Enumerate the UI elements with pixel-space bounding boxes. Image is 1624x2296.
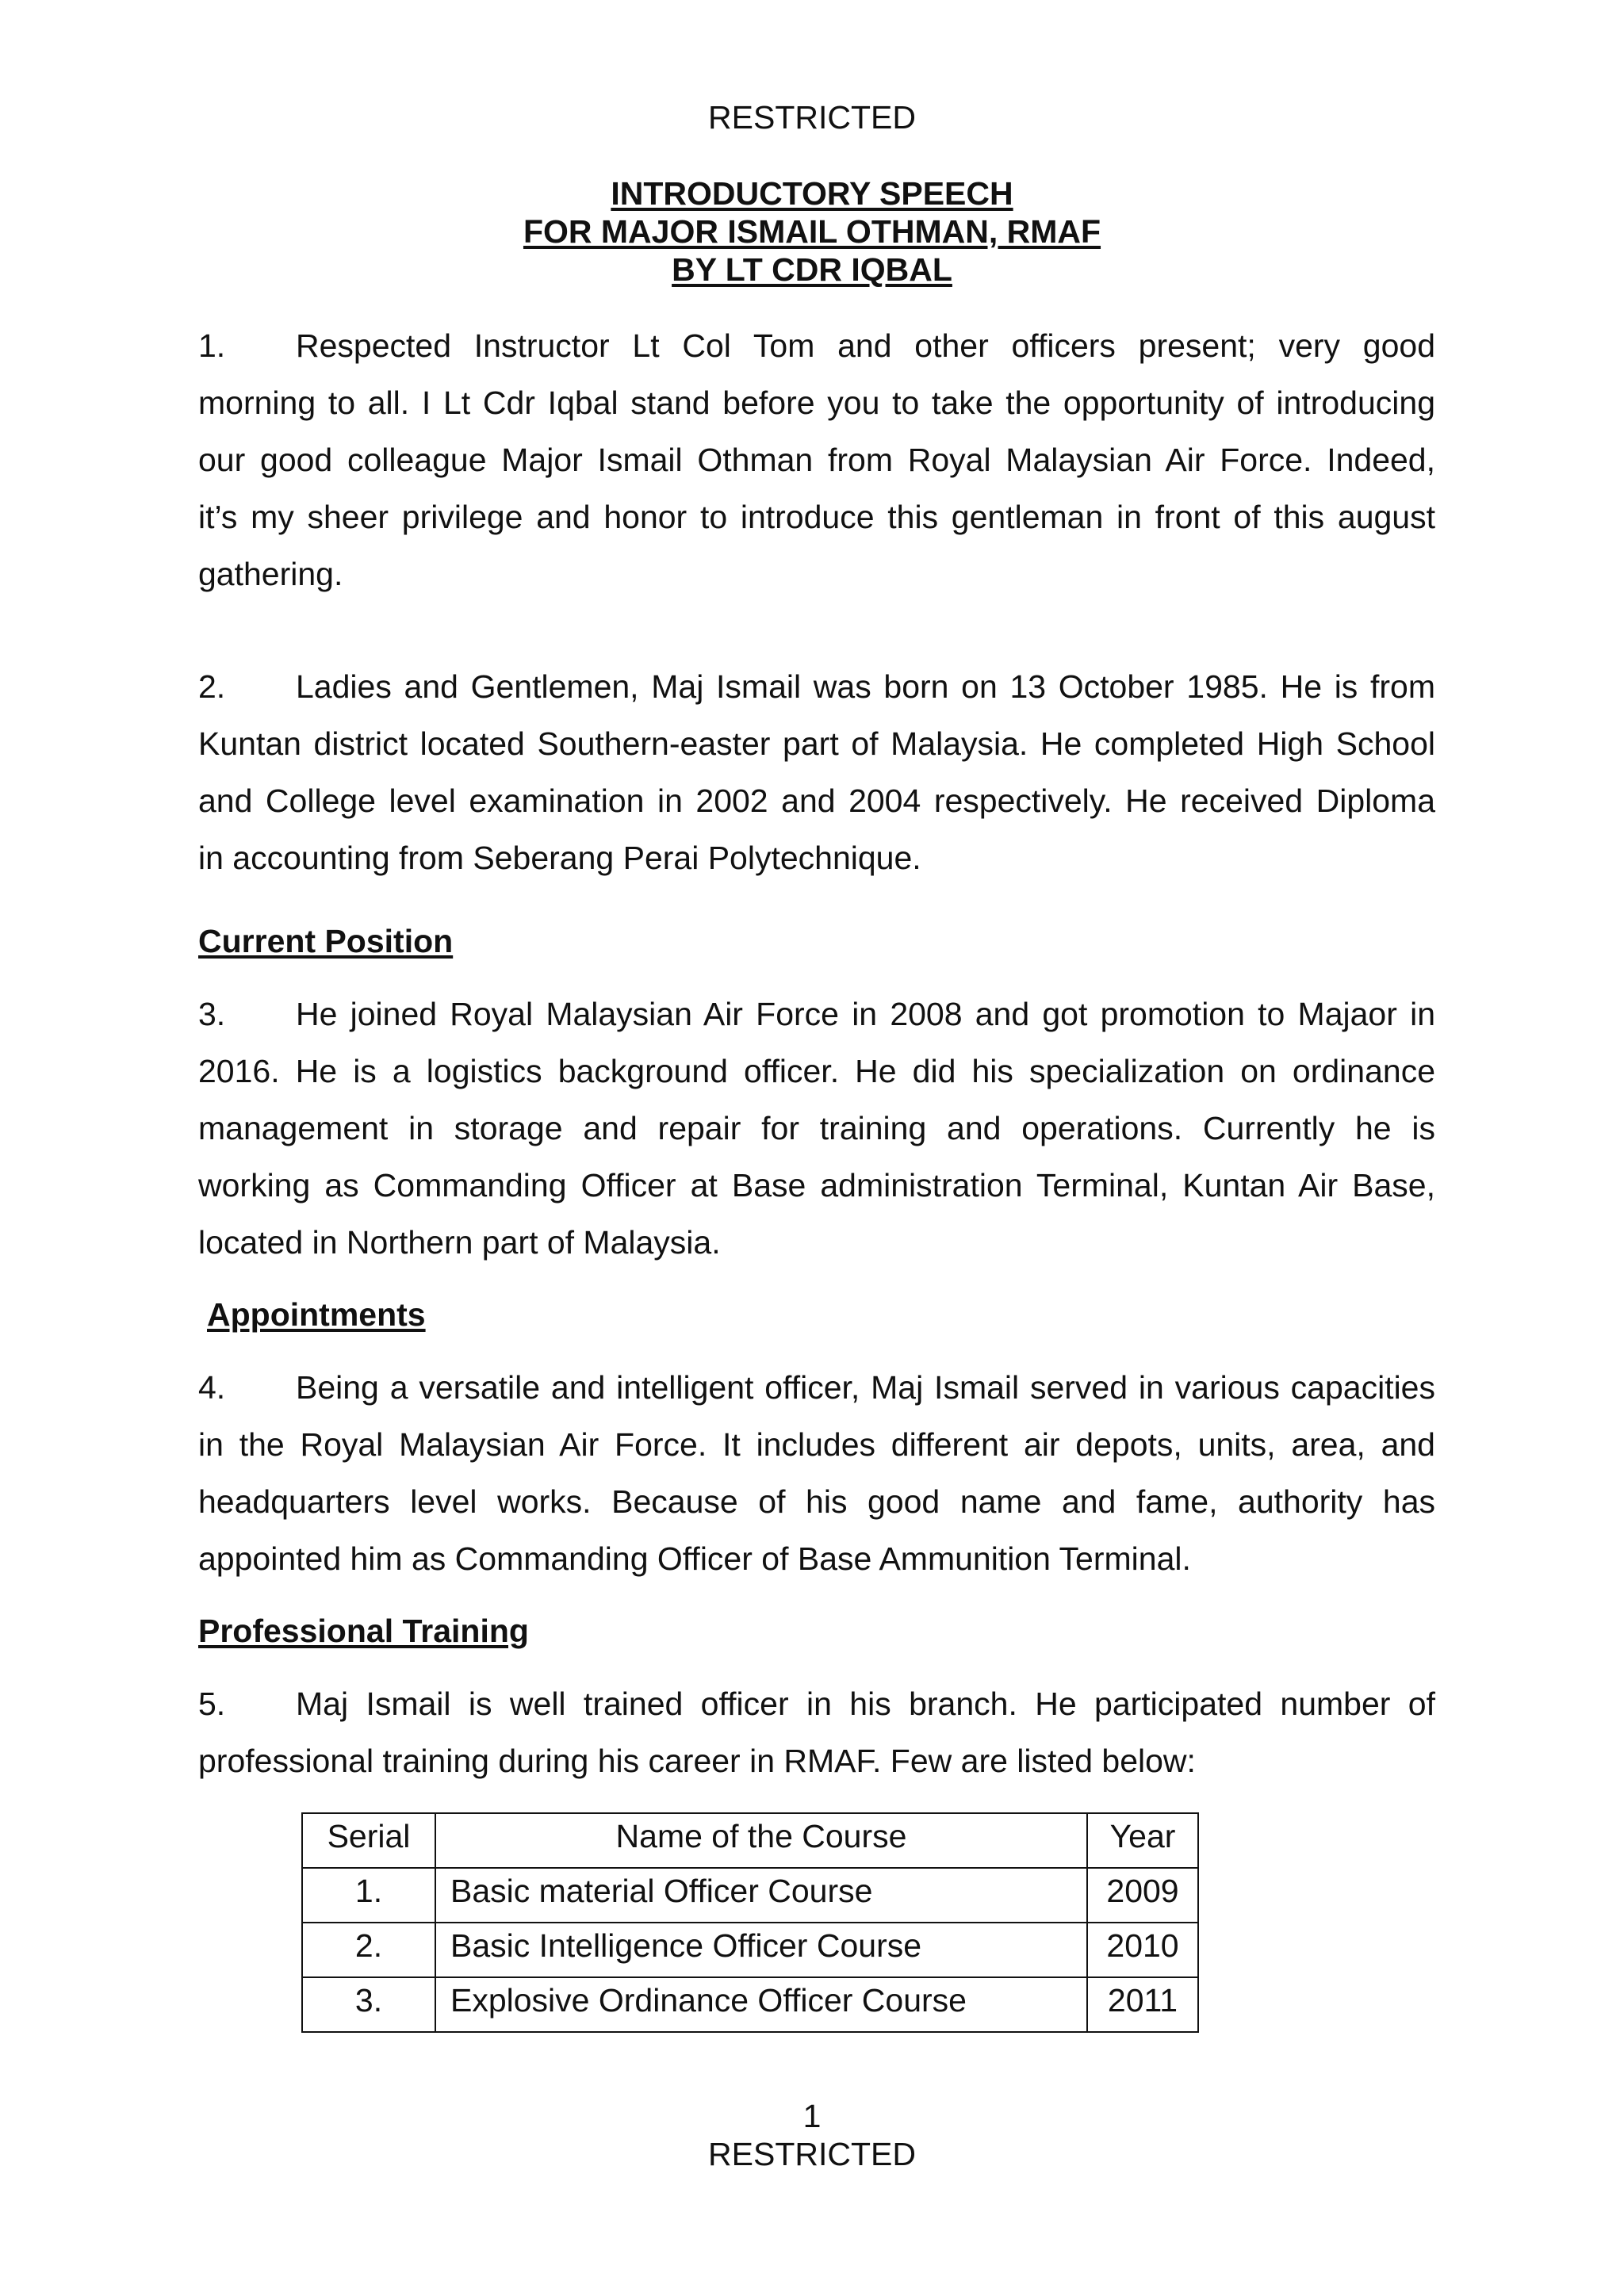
paragraph-3-line-2: 2016. He is a logistics background officer. He did his specialization on ordinance: [198, 1053, 1435, 1089]
table-row: [302, 1923, 1198, 1977]
course-table: [301, 1812, 1199, 2033]
header-serial: Serial: [302, 1813, 435, 1868]
paragraph-5-number: 5.: [198, 1686, 226, 1722]
header-year: Year: [1087, 1813, 1198, 1868]
title-line-2: FOR MAJOR ISMAIL OTHMAN, RMAF: [523, 213, 1101, 250]
paragraph-4-number: 4.: [198, 1369, 226, 1406]
heading-professional-training: Professional Training: [198, 1613, 529, 1649]
paragraph-4-line-4: appointed him as Commanding Officer of Base Ammunition Terminal.: [198, 1540, 1191, 1577]
heading-current-position: Current Position: [198, 923, 454, 959]
paragraph-4-line-2: in the Royal Malaysian Air Force. It includes different air depots, units, area, and: [198, 1426, 1435, 1463]
paragraph-5-line-2: professional training during his career in RMAF. Few are listed below:: [198, 1743, 1196, 1779]
paragraph-1-number: 1.: [198, 327, 226, 364]
header-course-name: Name of the Course: [435, 1813, 1087, 1868]
paragraph-4-line-3: headquarters level works. Because of his good name and fame, authority has: [198, 1483, 1435, 1520]
paragraph-1-line-5: gathering.: [198, 556, 343, 592]
paragraph-1-line-2: morning to all. I Lt Cdr Iqbal stand before you to take the opportunity of introducing: [198, 385, 1435, 421]
paragraph-1-line-1: 1. Respected Instructor Lt Col Tom and other officers present; very good: [198, 327, 1435, 364]
table-row: [302, 1977, 1198, 2032]
paragraph-2-line-4: in accounting from Seberang Perai Polytechnique.: [198, 840, 921, 876]
paragraph-2-line-2: Kuntan district located Southern-easter part of Malaysia. He completed High School: [198, 725, 1435, 762]
paragraph-2-line-1: 2. Ladies and Gentlemen, Maj Ismail was born on 13 October 1985. He is from: [198, 668, 1435, 705]
table-header-row: [302, 1813, 1198, 1868]
page-number: 1: [802, 2098, 822, 2134]
title-line-3: BY LT CDR IQBAL: [672, 251, 952, 288]
cell-course-name: Basic material Officer Course: [435, 1868, 1087, 1923]
paragraph-3-number: 3.: [198, 996, 226, 1032]
paragraph-3-line-1: 3. He joined Royal Malaysian Air Force in 2008 and got promotion to Majaor in: [198, 996, 1435, 1032]
cell-serial: 2.: [302, 1923, 435, 1977]
cell-year: 2011: [1087, 1977, 1198, 2032]
classification-footer: RESTRICTED: [708, 2136, 916, 2172]
cell-year: 2009: [1087, 1868, 1198, 1923]
paragraph-2-line-3: and College level examination in 2002 and 2004 respectively. He received Diploma: [198, 783, 1435, 819]
paragraph-3-line-5: located in Northern part of Malaysia.: [198, 1224, 721, 1261]
paragraph-1-line-3: our good colleague Major Ismail Othman from Royal Malaysian Air Force. Indeed,: [198, 442, 1435, 478]
cell-course-name: Basic Intelligence Officer Course: [435, 1923, 1087, 1977]
title-line-1: INTRODUCTORY SPEECH: [611, 175, 1013, 212]
paragraph-3-line-4: working as Commanding Officer at Base administration Terminal, Kuntan Air Base,: [198, 1167, 1435, 1203]
table-row: [302, 1868, 1198, 1923]
paragraph-2-number: 2.: [198, 668, 226, 705]
paragraph-4-line-1: 4. Being a versatile and intelligent officer, Maj Ismail served in various capacities: [198, 1369, 1435, 1406]
cell-serial: 1.: [302, 1868, 435, 1923]
paragraph-1-line-4: it’s my sheer privilege and honor to introduce this gentleman in front of this august: [198, 499, 1435, 535]
cell-serial: 3.: [302, 1977, 435, 2032]
heading-appointments: Appointments: [207, 1296, 426, 1333]
cell-course-name: Explosive Ordinance Officer Course: [435, 1977, 1087, 2032]
classification-header: RESTRICTED: [708, 99, 916, 136]
cell-year: 2010: [1087, 1923, 1198, 1977]
paragraph-3-line-3: management in storage and repair for training and operations. Currently he is: [198, 1110, 1435, 1146]
paragraph-5-line-1: 5. Maj Ismail is well trained officer in his branch. He participated number of: [198, 1686, 1435, 1722]
